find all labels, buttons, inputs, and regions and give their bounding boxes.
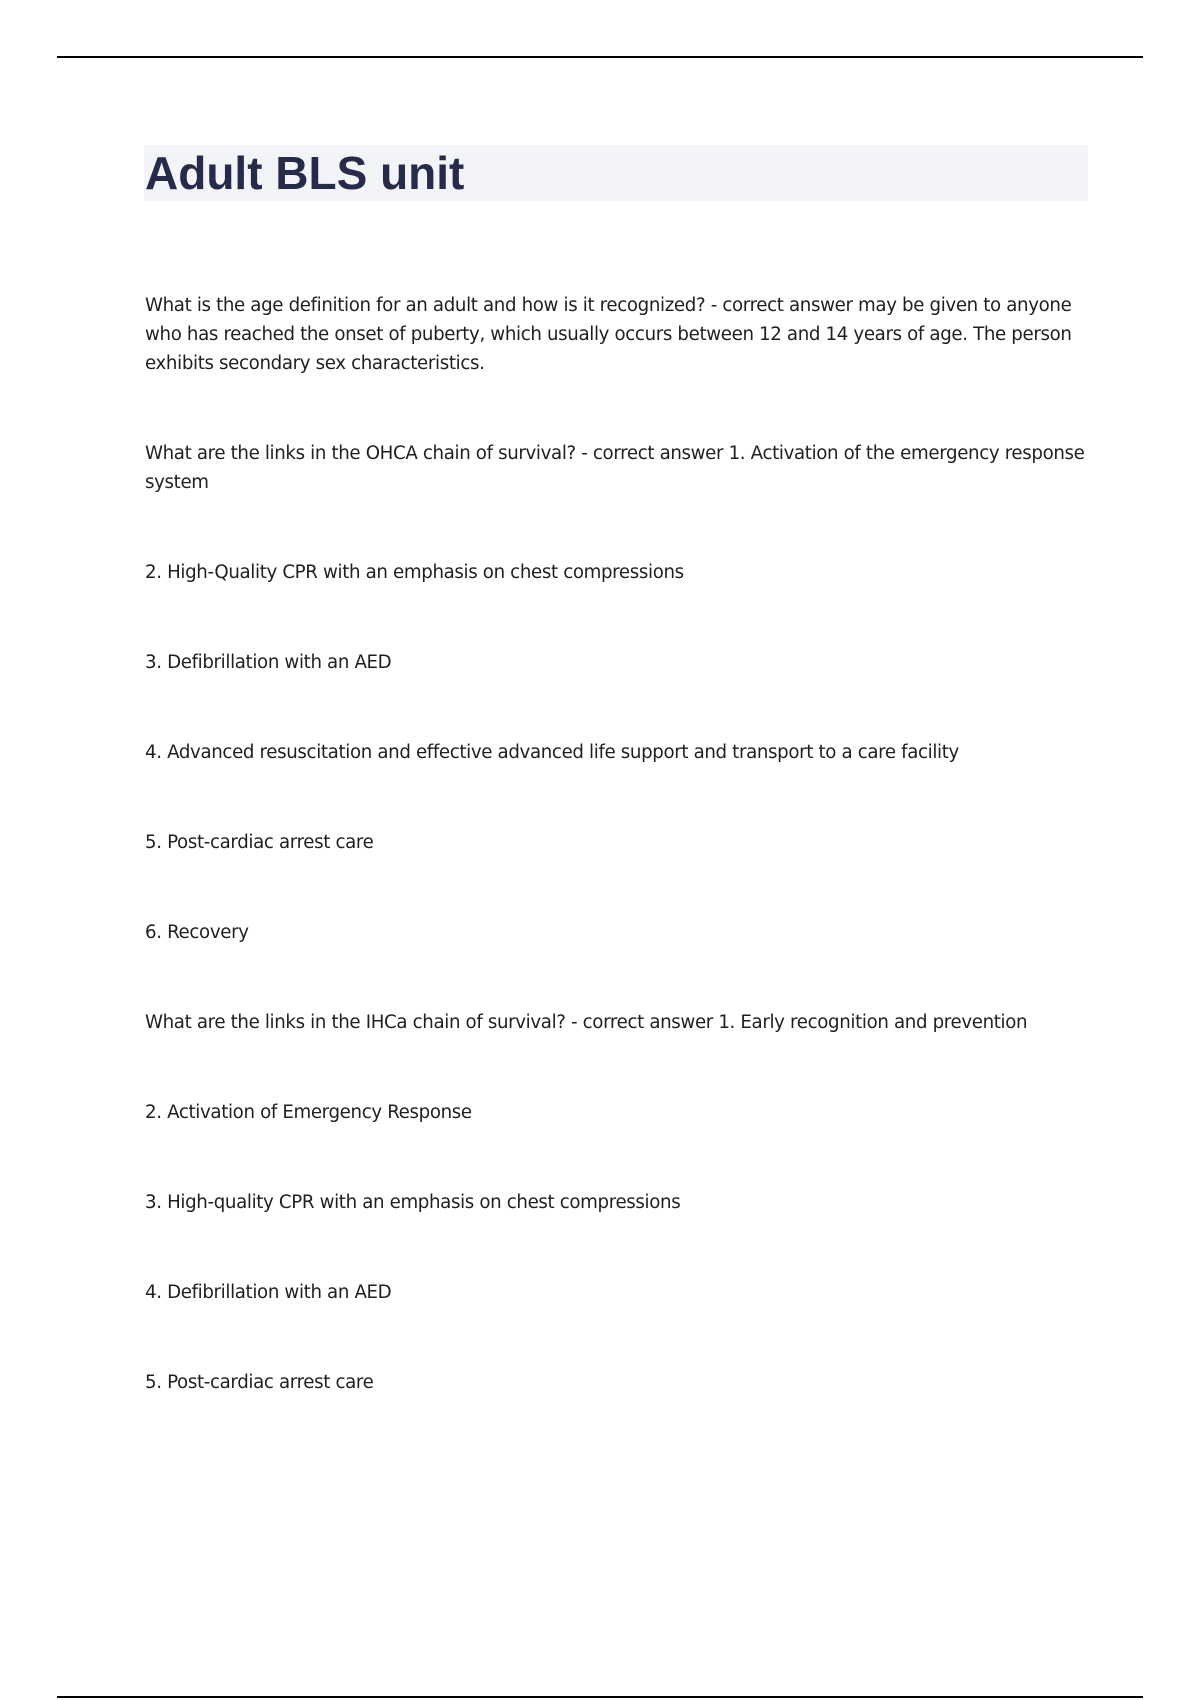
list-item: 3. High-quality CPR with an emphasis on chest compressions bbox=[145, 1192, 681, 1213]
list-item: 6. Recovery bbox=[145, 922, 249, 943]
list-item: 5. Post-cardiac arrest care bbox=[145, 1372, 374, 1393]
qa-entry-ihca-chain: What are the links in the IHCa chain of survival? - correct answer 1. Early recognition and prevention bbox=[145, 1012, 1028, 1033]
page-title: Adult BLS unit bbox=[145, 147, 465, 199]
list-item: 2. Activation of Emergency Response bbox=[145, 1102, 472, 1123]
qa-entry-ohca-chain: What are the links in the OHCA chain of survival? - correct answer 1. Activation of the emergency response system bbox=[145, 443, 1085, 493]
document-body bbox=[145, 291, 1095, 1397]
list-item: 4. Defibrillation with an AED bbox=[145, 1282, 392, 1303]
list-item: 2. High-Quality CPR with an emphasis on chest compressions bbox=[145, 562, 684, 583]
list-item: 5. Post-cardiac arrest care bbox=[145, 832, 374, 853]
header-rule bbox=[57, 56, 1143, 58]
qa-entry-adult-age: What is the age definition for an adult and how is it recognized? - correct answer may be given to anyone who has reached the onset of puberty, which usually occurs between 12 and 14 years of age. The person exhibits secondary sex characteristics. bbox=[145, 295, 1072, 374]
list-item: 3. Defibrillation with an AED bbox=[145, 652, 392, 673]
footer-rule bbox=[57, 1696, 1143, 1698]
list-item: 4. Advanced resuscitation and effective advanced life support and transport to a care facility bbox=[145, 742, 959, 763]
